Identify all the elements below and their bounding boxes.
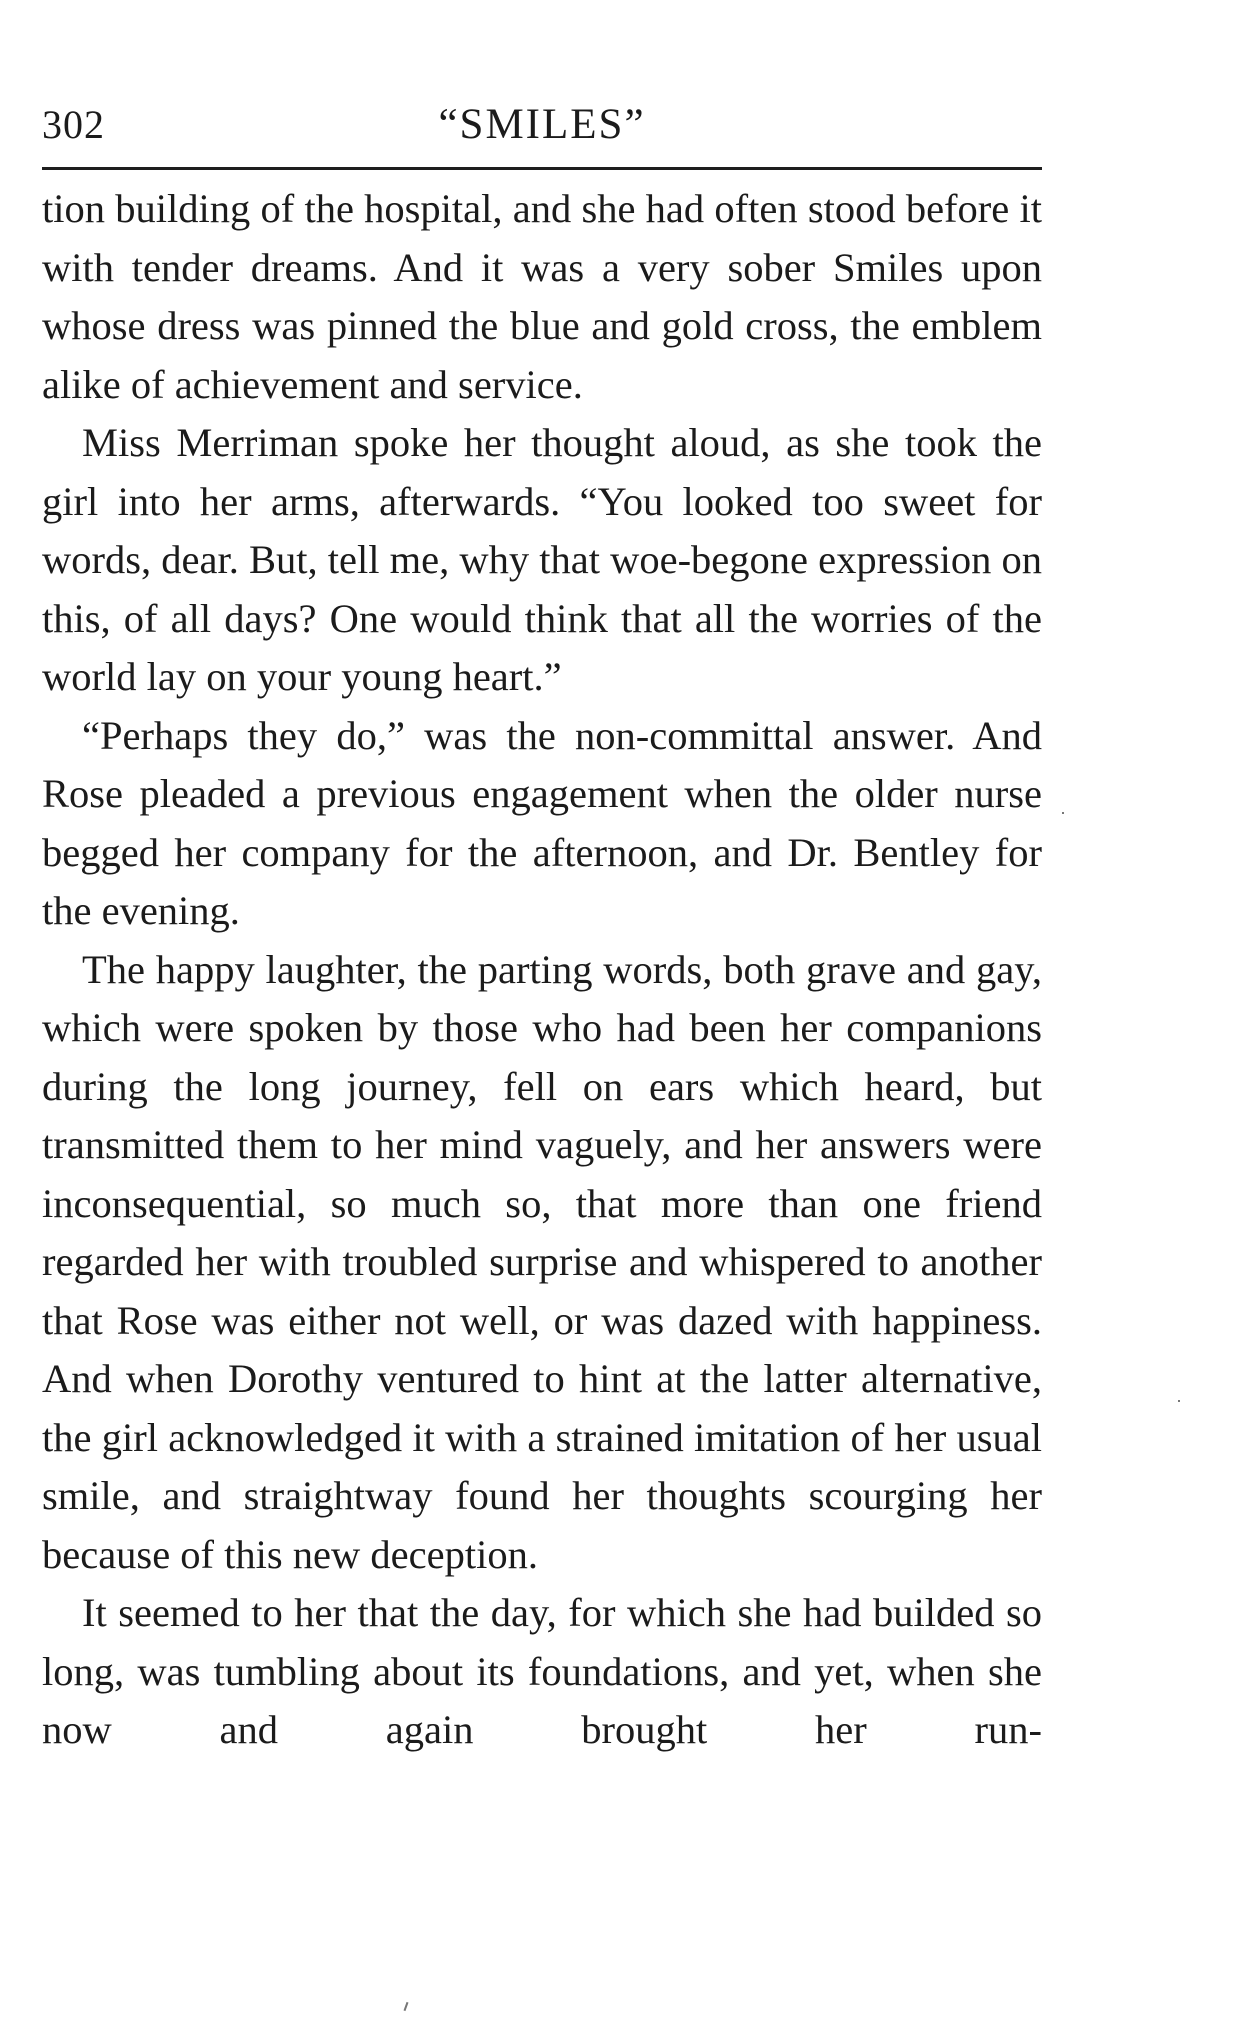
running-title: “SMILES” bbox=[438, 101, 646, 148]
page-number: 302 bbox=[42, 102, 105, 147]
paragraph: Miss Merriman spoke her thought aloud, as she took the girl into her arms, afterwards. “You looked too sweet for words, dear. But, tell me, why that woe-begone expression on this, of all days? One would think that all the worries of the world lay on your young heart.” bbox=[42, 420, 1042, 699]
body-text bbox=[42, 180, 1042, 1760]
paragraph: The happy laughter, the parting words, both grave and gay, which were spoken by those who had been her companions during the long journey, fell on ears which heard, but transmitted them to her mind vaguely, and her answers were inconsequential, so much so, that more than one friend regarded her with troubled surprise and whispered to another that Rose was either not well, or was dazed with happiness. And when Dorothy ventured to hint at the latter alternative, the girl acknowledged it with a strained imitation of her usual smile, and straightway found her thoughts scourging her because of this new deception. bbox=[42, 946, 1042, 1577]
paragraph: tion building of the hospital, and she had often stood before it with tender dreams. And it was a very sober Smiles upon whose dress was pinned the blue and gold cross, the emblem alike of achievement and service. bbox=[42, 186, 1042, 407]
scan-speck bbox=[1062, 812, 1064, 814]
paragraph: It seemed to her that the day, for which she had builded so long, was tumbling about its foundations, and yet, when she now and again brought her run- bbox=[42, 1590, 1042, 1752]
header-rule bbox=[42, 167, 1042, 170]
page-header bbox=[42, 95, 1042, 155]
scan-speck bbox=[404, 2002, 409, 2011]
scan-speck bbox=[1178, 1400, 1180, 1402]
paragraph: “Perhaps they do,” was the non-committal answer. And Rose pleaded a previous engagement when the older nurse begged her company for the afternoon, and Dr. Bentley for the evening. bbox=[42, 712, 1042, 933]
